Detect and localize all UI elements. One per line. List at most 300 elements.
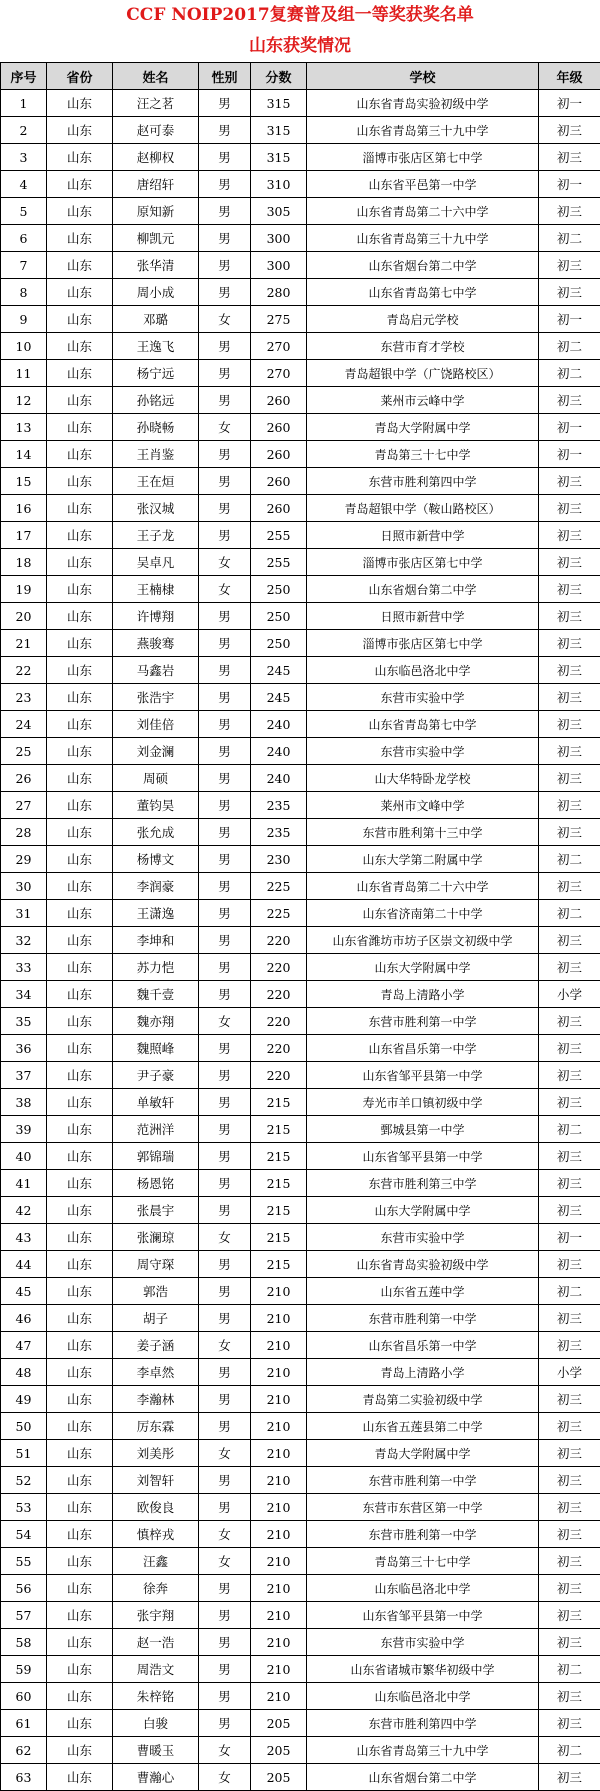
table-row bbox=[1, 1764, 600, 1791]
cell-province: 山东 bbox=[47, 657, 113, 684]
cell-score: 270 bbox=[251, 360, 307, 387]
cell-grade: 初一 bbox=[539, 1224, 600, 1251]
header-row bbox=[1, 63, 600, 90]
cell-province: 山东 bbox=[47, 387, 113, 414]
table-row bbox=[1, 792, 600, 819]
cell-province: 山东 bbox=[47, 900, 113, 927]
cell-name: 刘智轩 bbox=[113, 1467, 199, 1494]
cell-score: 210 bbox=[251, 1413, 307, 1440]
cell-score: 255 bbox=[251, 549, 307, 576]
cell-gender: 男 bbox=[199, 981, 251, 1008]
cell-school: 青岛超银中学（鞍山路校区） bbox=[307, 495, 539, 522]
cell-name: 吴卓凡 bbox=[113, 549, 199, 576]
cell-province: 山东 bbox=[47, 1413, 113, 1440]
cell-grade: 初二 bbox=[539, 1116, 600, 1143]
table-row bbox=[1, 603, 600, 630]
cell-index: 22 bbox=[1, 657, 47, 684]
table-row bbox=[1, 279, 600, 306]
cell-school: 山东省青岛第三十九中学 bbox=[307, 1737, 539, 1764]
cell-school: 鄄城县第一中学 bbox=[307, 1116, 539, 1143]
cell-grade: 初三 bbox=[539, 873, 600, 900]
cell-grade: 初三 bbox=[539, 144, 600, 171]
cell-province: 山东 bbox=[47, 738, 113, 765]
table-row bbox=[1, 333, 600, 360]
cell-grade: 初三 bbox=[539, 1467, 600, 1494]
cell-gender: 男 bbox=[199, 225, 251, 252]
cell-province: 山东 bbox=[47, 1548, 113, 1575]
cell-gender: 男 bbox=[199, 1170, 251, 1197]
cell-province: 山东 bbox=[47, 1602, 113, 1629]
cell-school: 东营市胜利第十三中学 bbox=[307, 819, 539, 846]
cell-school: 东营市育才学校 bbox=[307, 333, 539, 360]
cell-name: 白骏 bbox=[113, 1710, 199, 1737]
cell-gender: 女 bbox=[199, 1737, 251, 1764]
cell-name: 张华清 bbox=[113, 252, 199, 279]
cell-name: 徐奔 bbox=[113, 1575, 199, 1602]
cell-index: 34 bbox=[1, 981, 47, 1008]
table-row bbox=[1, 1062, 600, 1089]
cell-gender: 男 bbox=[199, 117, 251, 144]
cell-grade: 初三 bbox=[539, 1089, 600, 1116]
cell-score: 240 bbox=[251, 711, 307, 738]
cell-grade: 初三 bbox=[539, 765, 600, 792]
cell-school: 山东省诸城市繁华初级中学 bbox=[307, 1656, 539, 1683]
cell-gender: 男 bbox=[199, 711, 251, 738]
cell-score: 260 bbox=[251, 441, 307, 468]
table-row bbox=[1, 495, 600, 522]
cell-name: 李坤和 bbox=[113, 927, 199, 954]
cell-index: 40 bbox=[1, 1143, 47, 1170]
cell-name: 曹暖玉 bbox=[113, 1737, 199, 1764]
table-row bbox=[1, 1494, 600, 1521]
cell-grade: 初三 bbox=[539, 1062, 600, 1089]
cell-grade: 初三 bbox=[539, 576, 600, 603]
cell-grade: 初二 bbox=[539, 360, 600, 387]
cell-index: 6 bbox=[1, 225, 47, 252]
cell-gender: 男 bbox=[199, 387, 251, 414]
cell-index: 14 bbox=[1, 441, 47, 468]
cell-name: 王逸飞 bbox=[113, 333, 199, 360]
col-header-gender: 性别 bbox=[199, 63, 251, 90]
cell-province: 山东 bbox=[47, 1062, 113, 1089]
cell-province: 山东 bbox=[47, 603, 113, 630]
cell-gender: 男 bbox=[199, 1359, 251, 1386]
cell-grade: 初三 bbox=[539, 495, 600, 522]
cell-index: 9 bbox=[1, 306, 47, 333]
table-row bbox=[1, 387, 600, 414]
cell-name: 魏照峰 bbox=[113, 1035, 199, 1062]
cell-name: 张浩宇 bbox=[113, 684, 199, 711]
cell-index: 31 bbox=[1, 900, 47, 927]
cell-name: 王子龙 bbox=[113, 522, 199, 549]
cell-score: 220 bbox=[251, 1008, 307, 1035]
table-row bbox=[1, 819, 600, 846]
cell-index: 46 bbox=[1, 1305, 47, 1332]
table-row bbox=[1, 1413, 600, 1440]
cell-score: 205 bbox=[251, 1764, 307, 1791]
cell-gender: 男 bbox=[199, 873, 251, 900]
cell-index: 23 bbox=[1, 684, 47, 711]
cell-school: 山东省青岛第二十六中学 bbox=[307, 873, 539, 900]
cell-province: 山东 bbox=[47, 117, 113, 144]
cell-school: 东营市胜利第一中学 bbox=[307, 1305, 539, 1332]
cell-school: 山东省邹平县第一中学 bbox=[307, 1602, 539, 1629]
table-row bbox=[1, 1548, 600, 1575]
cell-index: 30 bbox=[1, 873, 47, 900]
cell-school: 山东临邑洛北中学 bbox=[307, 1575, 539, 1602]
cell-name: 魏千壹 bbox=[113, 981, 199, 1008]
cell-index: 48 bbox=[1, 1359, 47, 1386]
table-row bbox=[1, 1008, 600, 1035]
cell-grade: 初二 bbox=[539, 225, 600, 252]
cell-school: 日照市新营中学 bbox=[307, 522, 539, 549]
cell-gender: 女 bbox=[199, 414, 251, 441]
cell-index: 1 bbox=[1, 90, 47, 117]
cell-score: 245 bbox=[251, 684, 307, 711]
cell-score: 210 bbox=[251, 1575, 307, 1602]
cell-province: 山东 bbox=[47, 954, 113, 981]
table-row bbox=[1, 630, 600, 657]
cell-name: 厉东霖 bbox=[113, 1413, 199, 1440]
cell-index: 62 bbox=[1, 1737, 47, 1764]
cell-score: 210 bbox=[251, 1548, 307, 1575]
cell-gender: 男 bbox=[199, 279, 251, 306]
cell-score: 220 bbox=[251, 1035, 307, 1062]
cell-name: 王楠棣 bbox=[113, 576, 199, 603]
cell-province: 山东 bbox=[47, 819, 113, 846]
cell-school: 山东省青岛第二十六中学 bbox=[307, 198, 539, 225]
cell-school: 青岛第三十七中学 bbox=[307, 1548, 539, 1575]
table-row bbox=[1, 1224, 600, 1251]
cell-index: 50 bbox=[1, 1413, 47, 1440]
cell-grade: 初三 bbox=[539, 1332, 600, 1359]
cell-province: 山东 bbox=[47, 360, 113, 387]
cell-province: 山东 bbox=[47, 252, 113, 279]
cell-index: 32 bbox=[1, 927, 47, 954]
cell-gender: 男 bbox=[199, 765, 251, 792]
cell-gender: 女 bbox=[199, 1332, 251, 1359]
cell-grade: 初三 bbox=[539, 1413, 600, 1440]
col-header-province: 省份 bbox=[47, 63, 113, 90]
cell-school: 东营市实验中学 bbox=[307, 1224, 539, 1251]
cell-index: 43 bbox=[1, 1224, 47, 1251]
cell-grade: 初二 bbox=[539, 846, 600, 873]
cell-province: 山东 bbox=[47, 765, 113, 792]
cell-grade: 初三 bbox=[539, 630, 600, 657]
cell-province: 山东 bbox=[47, 981, 113, 1008]
cell-gender: 男 bbox=[199, 954, 251, 981]
table-row bbox=[1, 522, 600, 549]
cell-score: 245 bbox=[251, 657, 307, 684]
cell-school: 青岛上清路小学 bbox=[307, 1359, 539, 1386]
cell-province: 山东 bbox=[47, 1683, 113, 1710]
cell-index: 35 bbox=[1, 1008, 47, 1035]
cell-province: 山东 bbox=[47, 846, 113, 873]
cell-index: 41 bbox=[1, 1170, 47, 1197]
cell-index: 28 bbox=[1, 819, 47, 846]
cell-score: 210 bbox=[251, 1494, 307, 1521]
cell-province: 山东 bbox=[47, 711, 113, 738]
cell-score: 210 bbox=[251, 1386, 307, 1413]
cell-index: 21 bbox=[1, 630, 47, 657]
cell-grade: 初三 bbox=[539, 711, 600, 738]
cell-score: 230 bbox=[251, 846, 307, 873]
table-row bbox=[1, 1197, 600, 1224]
cell-score: 300 bbox=[251, 252, 307, 279]
cell-school: 山东省济南第二十中学 bbox=[307, 900, 539, 927]
cell-school: 东营市胜利第一中学 bbox=[307, 1008, 539, 1035]
cell-school: 山东省烟台第二中学 bbox=[307, 1764, 539, 1791]
cell-gender: 男 bbox=[199, 1278, 251, 1305]
table-row bbox=[1, 1305, 600, 1332]
cell-school: 山东临邑洛北中学 bbox=[307, 1683, 539, 1710]
table-row bbox=[1, 954, 600, 981]
cell-score: 210 bbox=[251, 1656, 307, 1683]
cell-province: 山东 bbox=[47, 1440, 113, 1467]
cell-name: 赵一浩 bbox=[113, 1629, 199, 1656]
table-row bbox=[1, 1602, 600, 1629]
cell-school: 山东省青岛第七中学 bbox=[307, 279, 539, 306]
cell-score: 215 bbox=[251, 1197, 307, 1224]
cell-grade: 初一 bbox=[539, 414, 600, 441]
cell-name: 杨宁远 bbox=[113, 360, 199, 387]
cell-province: 山东 bbox=[47, 1521, 113, 1548]
cell-grade: 初三 bbox=[539, 549, 600, 576]
cell-name: 孙铭远 bbox=[113, 387, 199, 414]
cell-province: 山东 bbox=[47, 90, 113, 117]
cell-score: 275 bbox=[251, 306, 307, 333]
cell-name: 范洲洋 bbox=[113, 1116, 199, 1143]
cell-score: 300 bbox=[251, 225, 307, 252]
cell-index: 7 bbox=[1, 252, 47, 279]
cell-grade: 初三 bbox=[539, 1143, 600, 1170]
cell-score: 215 bbox=[251, 1224, 307, 1251]
cell-name: 李瀚林 bbox=[113, 1386, 199, 1413]
cell-grade: 初三 bbox=[539, 1494, 600, 1521]
cell-score: 260 bbox=[251, 414, 307, 441]
cell-gender: 男 bbox=[199, 1035, 251, 1062]
cell-index: 19 bbox=[1, 576, 47, 603]
table-row bbox=[1, 1656, 600, 1683]
cell-name: 欧俊良 bbox=[113, 1494, 199, 1521]
cell-grade: 初三 bbox=[539, 738, 600, 765]
table-row bbox=[1, 927, 600, 954]
cell-gender: 男 bbox=[199, 252, 251, 279]
cell-gender: 男 bbox=[199, 1575, 251, 1602]
cell-grade: 初三 bbox=[539, 684, 600, 711]
cell-index: 38 bbox=[1, 1089, 47, 1116]
cell-school: 淄博市张店区第七中学 bbox=[307, 549, 539, 576]
cell-province: 山东 bbox=[47, 792, 113, 819]
cell-school: 山东省邹平县第一中学 bbox=[307, 1062, 539, 1089]
cell-score: 210 bbox=[251, 1521, 307, 1548]
cell-index: 57 bbox=[1, 1602, 47, 1629]
cell-gender: 男 bbox=[199, 1089, 251, 1116]
cell-name: 王肖鉴 bbox=[113, 441, 199, 468]
cell-grade: 初三 bbox=[539, 1305, 600, 1332]
cell-name: 马鑫岩 bbox=[113, 657, 199, 684]
cell-name: 张允成 bbox=[113, 819, 199, 846]
cell-grade: 初三 bbox=[539, 1008, 600, 1035]
table-row bbox=[1, 117, 600, 144]
table-row bbox=[1, 1035, 600, 1062]
cell-school: 山东省青岛第三十九中学 bbox=[307, 117, 539, 144]
cell-province: 山东 bbox=[47, 198, 113, 225]
cell-gender: 男 bbox=[199, 522, 251, 549]
table-row bbox=[1, 1278, 600, 1305]
cell-province: 山东 bbox=[47, 1629, 113, 1656]
cell-name: 刘佳倍 bbox=[113, 711, 199, 738]
cell-gender: 男 bbox=[199, 684, 251, 711]
cell-school: 山东省烟台第二中学 bbox=[307, 252, 539, 279]
cell-gender: 男 bbox=[199, 1413, 251, 1440]
table-row bbox=[1, 873, 600, 900]
cell-score: 305 bbox=[251, 198, 307, 225]
cell-province: 山东 bbox=[47, 1467, 113, 1494]
cell-province: 山东 bbox=[47, 441, 113, 468]
cell-province: 山东 bbox=[47, 1386, 113, 1413]
cell-school: 山东省邹平县第一中学 bbox=[307, 1143, 539, 1170]
cell-grade: 初三 bbox=[539, 468, 600, 495]
cell-gender: 男 bbox=[199, 90, 251, 117]
cell-province: 山东 bbox=[47, 1143, 113, 1170]
cell-index: 44 bbox=[1, 1251, 47, 1278]
cell-name: 慎梓戎 bbox=[113, 1521, 199, 1548]
col-header-grade: 年级 bbox=[539, 63, 600, 90]
table-row bbox=[1, 1332, 600, 1359]
cell-grade: 初三 bbox=[539, 1602, 600, 1629]
col-header-score: 分数 bbox=[251, 63, 307, 90]
table-row bbox=[1, 549, 600, 576]
cell-province: 山东 bbox=[47, 1251, 113, 1278]
table-row bbox=[1, 684, 600, 711]
table-row bbox=[1, 1089, 600, 1116]
cell-gender: 男 bbox=[199, 1494, 251, 1521]
cell-index: 47 bbox=[1, 1332, 47, 1359]
cell-school: 青岛大学附属中学 bbox=[307, 1440, 539, 1467]
cell-school: 山东省青岛实验初级中学 bbox=[307, 90, 539, 117]
cell-gender: 男 bbox=[199, 468, 251, 495]
cell-gender: 男 bbox=[199, 1683, 251, 1710]
table-row bbox=[1, 1251, 600, 1278]
cell-index: 37 bbox=[1, 1062, 47, 1089]
cell-name: 柳凯元 bbox=[113, 225, 199, 252]
cell-school: 青岛第二实验初级中学 bbox=[307, 1386, 539, 1413]
cell-name: 王潇逸 bbox=[113, 900, 199, 927]
cell-province: 山东 bbox=[47, 1278, 113, 1305]
cell-school: 山东省青岛第七中学 bbox=[307, 711, 539, 738]
cell-gender: 女 bbox=[199, 1548, 251, 1575]
cell-gender: 男 bbox=[199, 495, 251, 522]
cell-school: 寿光市羊口镇初级中学 bbox=[307, 1089, 539, 1116]
cell-province: 山东 bbox=[47, 1008, 113, 1035]
cell-name: 朱梓铭 bbox=[113, 1683, 199, 1710]
cell-province: 山东 bbox=[47, 306, 113, 333]
cell-province: 山东 bbox=[47, 1332, 113, 1359]
cell-score: 210 bbox=[251, 1278, 307, 1305]
cell-province: 山东 bbox=[47, 1089, 113, 1116]
cell-school: 东营市实验中学 bbox=[307, 1629, 539, 1656]
cell-index: 54 bbox=[1, 1521, 47, 1548]
cell-grade: 初三 bbox=[539, 1251, 600, 1278]
cell-school: 山东省五莲中学 bbox=[307, 1278, 539, 1305]
cell-score: 310 bbox=[251, 171, 307, 198]
cell-province: 山东 bbox=[47, 576, 113, 603]
cell-index: 61 bbox=[1, 1710, 47, 1737]
cell-score: 210 bbox=[251, 1332, 307, 1359]
cell-score: 225 bbox=[251, 900, 307, 927]
cell-gender: 男 bbox=[199, 657, 251, 684]
cell-score: 280 bbox=[251, 279, 307, 306]
table-row bbox=[1, 90, 600, 117]
cell-name: 李润豪 bbox=[113, 873, 199, 900]
cell-score: 215 bbox=[251, 1251, 307, 1278]
cell-province: 山东 bbox=[47, 414, 113, 441]
cell-index: 4 bbox=[1, 171, 47, 198]
cell-province: 山东 bbox=[47, 495, 113, 522]
cell-gender: 男 bbox=[199, 1197, 251, 1224]
cell-gender: 男 bbox=[199, 1062, 251, 1089]
cell-name: 郭浩 bbox=[113, 1278, 199, 1305]
cell-score: 210 bbox=[251, 1629, 307, 1656]
cell-index: 36 bbox=[1, 1035, 47, 1062]
cell-gender: 女 bbox=[199, 1008, 251, 1035]
cell-school: 淄博市张店区第七中学 bbox=[307, 630, 539, 657]
cell-grade: 小学 bbox=[539, 981, 600, 1008]
cell-index: 63 bbox=[1, 1764, 47, 1791]
cell-gender: 男 bbox=[199, 1305, 251, 1332]
cell-province: 山东 bbox=[47, 333, 113, 360]
cell-score: 220 bbox=[251, 954, 307, 981]
table-row bbox=[1, 1575, 600, 1602]
cell-school: 东营市实验中学 bbox=[307, 738, 539, 765]
cell-name: 周浩文 bbox=[113, 1656, 199, 1683]
cell-grade: 初一 bbox=[539, 171, 600, 198]
cell-index: 2 bbox=[1, 117, 47, 144]
cell-grade: 初三 bbox=[539, 927, 600, 954]
cell-score: 215 bbox=[251, 1170, 307, 1197]
col-header-school: 学校 bbox=[307, 63, 539, 90]
cell-name: 汪鑫 bbox=[113, 1548, 199, 1575]
cell-gender: 男 bbox=[199, 1251, 251, 1278]
cell-school: 青岛大学附属中学 bbox=[307, 414, 539, 441]
cell-index: 45 bbox=[1, 1278, 47, 1305]
cell-gender: 女 bbox=[199, 306, 251, 333]
table-row bbox=[1, 171, 600, 198]
cell-name: 杨恩铭 bbox=[113, 1170, 199, 1197]
table-row bbox=[1, 576, 600, 603]
cell-name: 单敏轩 bbox=[113, 1089, 199, 1116]
cell-grade: 初三 bbox=[539, 1170, 600, 1197]
cell-province: 山东 bbox=[47, 225, 113, 252]
cell-school: 山东省昌乐第一中学 bbox=[307, 1332, 539, 1359]
cell-name: 原知新 bbox=[113, 198, 199, 225]
table-row bbox=[1, 1710, 600, 1737]
cell-grade: 初三 bbox=[539, 1035, 600, 1062]
cell-school: 东营市胜利第四中学 bbox=[307, 468, 539, 495]
cell-grade: 初二 bbox=[539, 900, 600, 927]
cell-grade: 初三 bbox=[539, 279, 600, 306]
cell-index: 49 bbox=[1, 1386, 47, 1413]
cell-score: 250 bbox=[251, 603, 307, 630]
cell-score: 235 bbox=[251, 819, 307, 846]
cell-score: 225 bbox=[251, 873, 307, 900]
cell-name: 郭锦瑞 bbox=[113, 1143, 199, 1170]
cell-school: 淄博市张店区第七中学 bbox=[307, 144, 539, 171]
cell-score: 215 bbox=[251, 1143, 307, 1170]
cell-grade: 初三 bbox=[539, 1548, 600, 1575]
cell-school: 山东省五莲县第二中学 bbox=[307, 1413, 539, 1440]
